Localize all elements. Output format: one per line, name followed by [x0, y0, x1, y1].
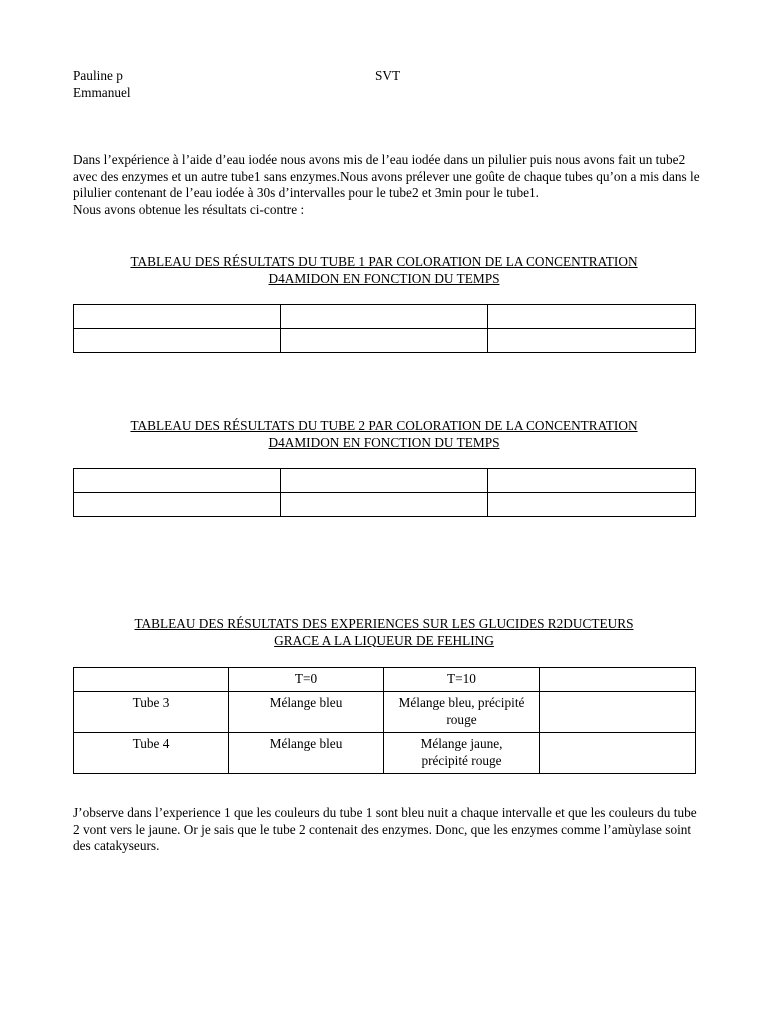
author-block	[73, 68, 131, 101]
intro-paragraph: Dans l’expérience à l’aide d’eau iodée nous avons mis de l’eau iodée dans un pilulier puis nous avons fait un tube2 avec des enzymes et un autre tube1 sans enzymes.Nous avons prélever une goûte de chaque tubes qu’on a mis dans le pilulier contenant de l’eau iodée à 30s d’intervalles pour le tube2 et 3min pour le tube1.	[73, 152, 700, 200]
author-name: Pauline p	[73, 68, 123, 83]
header-cell	[74, 668, 229, 692]
t0-cell: Mélange bleu	[229, 733, 384, 774]
header-cell: T=0	[229, 668, 384, 692]
t10-line: rouge	[446, 711, 477, 727]
table-row	[74, 329, 696, 353]
t10-line: Mélange jaune,	[420, 736, 503, 751]
table-row	[74, 493, 696, 517]
table-cell	[488, 493, 696, 517]
table-cell	[488, 305, 696, 329]
table3-fehling-results	[73, 667, 696, 774]
subject-label: SVT	[375, 68, 401, 83]
extra-cell	[540, 692, 696, 733]
intro-text	[73, 152, 703, 218]
header-cell	[540, 668, 696, 692]
t10-line: Mélange bleu, précipité	[398, 695, 525, 710]
caption-line: GRACE A LA LIQUEUR DE FEHLING	[274, 632, 494, 648]
table-cell	[281, 305, 488, 329]
table2-caption	[73, 418, 695, 451]
caption-line: TABLEAU DES RÉSULTATS DU TUBE 1 PAR COLORATION DE LA CONCENTRATION	[130, 254, 638, 269]
table-cell	[488, 329, 696, 353]
table-row	[74, 733, 696, 774]
table-row	[74, 469, 696, 493]
table-row	[74, 692, 696, 733]
results-intro-line: Nous avons obtenue les résultats ci-contre :	[73, 201, 305, 217]
row-label: Tube 3	[74, 692, 229, 733]
t0-cell: Mélange bleu	[229, 692, 384, 733]
t10-cell	[384, 733, 540, 774]
table-cell	[74, 469, 281, 493]
table1-caption	[73, 254, 695, 287]
table-header-row	[74, 668, 696, 692]
table-cell	[281, 493, 488, 517]
header-cell: T=10	[384, 668, 540, 692]
table-cell	[281, 469, 488, 493]
table-cell	[74, 493, 281, 517]
table-cell	[281, 329, 488, 353]
extra-cell	[540, 733, 696, 774]
conclusion-paragraph: J’observe dans l’experience 1 que les couleurs du tube 1 sont bleu nuit a chaque intervalle et que les couleurs du tube 2 vont vers le jaune. Or je sais que le tube 2 contenait des enzymes. Donc, que les enzymes comme l’amùylase soint des catakyseurs.	[73, 805, 697, 853]
table1-results	[73, 304, 696, 353]
t10-line: précipité rouge	[421, 752, 502, 768]
table-cell	[488, 469, 696, 493]
table-cell	[74, 329, 281, 353]
caption-line: D4AMIDON EN FONCTION DU TEMPS	[268, 434, 500, 450]
author-name: Emmanuel	[73, 84, 131, 100]
t10-cell	[384, 692, 540, 733]
caption-line: D4AMIDON EN FONCTION DU TEMPS	[268, 270, 500, 286]
caption-line: TABLEAU DES RÉSULTATS DES EXPERIENCES SUR LES GLUCIDES R2DUCTEURS	[134, 616, 634, 631]
table3-caption	[73, 616, 695, 649]
table-row	[74, 305, 696, 329]
table2-results	[73, 468, 696, 517]
row-label: Tube 4	[74, 733, 229, 774]
caption-line: TABLEAU DES RÉSULTATS DU TUBE 2 PAR COLORATION DE LA CONCENTRATION	[130, 418, 638, 433]
table-cell	[74, 305, 281, 329]
